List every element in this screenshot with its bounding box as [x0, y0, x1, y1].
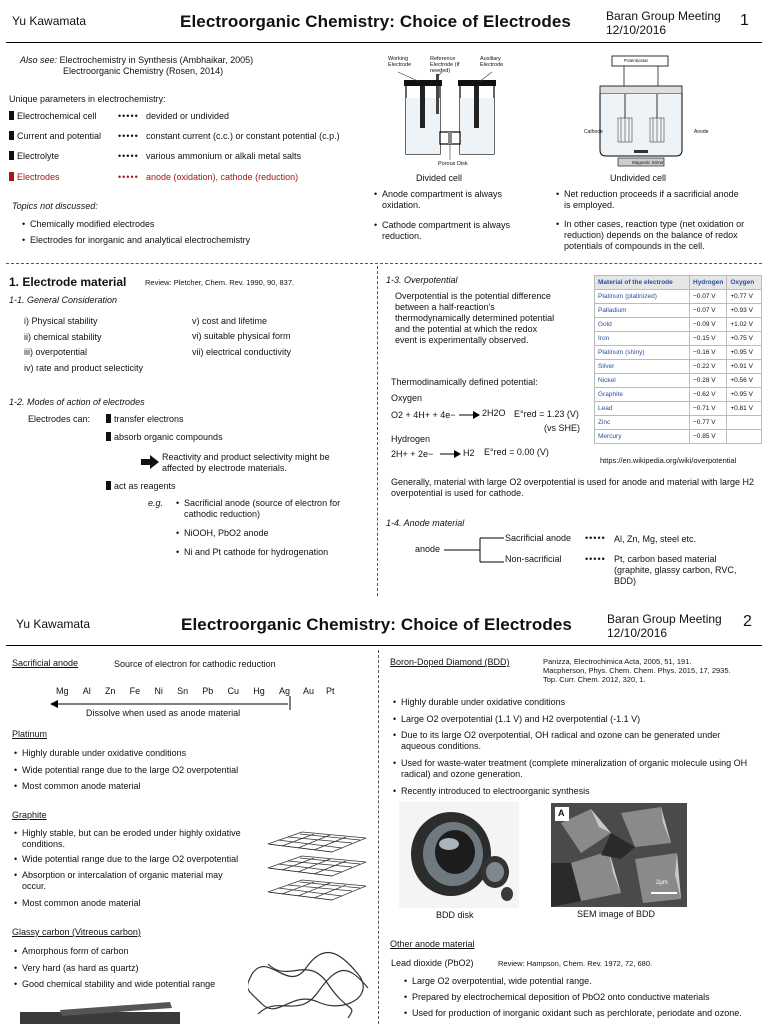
bdd-item: • Due to its large O2 overpotential, OH radical and ozone can be generated under aqueous conditions. [401, 730, 753, 752]
bdd-ref: Macpherson, Phys. Chem. Chem. Phys. 2015, 17, 2935. [543, 666, 731, 675]
undivided-note: • Net reduction proceeds if a sacrificial anode is employed. [564, 189, 744, 211]
dots: ••••• [585, 554, 606, 564]
page-number: 2 [743, 613, 752, 630]
right-arrow-icon [459, 410, 481, 420]
auxiliary-electrode-label: Auxiliary Electrode [480, 56, 504, 68]
magnetic-stirrer-label: Magnetic Stirrer [632, 160, 664, 165]
graphite-item: • Highly stable, but can be eroded under highly oxidative conditions. [22, 828, 242, 850]
table-row: Silver −0.22 V +0.91 V [595, 360, 762, 374]
dots: ••••• [118, 111, 139, 121]
param-row [9, 172, 60, 183]
non-sacrificial-desc: Pt, carbon based material (graphite, glassy carbon, RVC, BDD) [614, 554, 737, 586]
topic-item: • Electrodes for inorganic and analytical electrochemistry [30, 235, 250, 246]
param-name: Current and potential [17, 131, 102, 141]
subsection-1-2: 1-2. Modes of action of electrodes [9, 397, 145, 407]
metal: Ag [278, 686, 290, 696]
undivided-note: • In other cases, reaction type (net oxidation or reduction) depends on the balance of redox potentials of compounds in the cell. [564, 219, 760, 252]
also-see-ref-2: Electroorganic Chemistry (Rosen, 2014) [63, 66, 224, 76]
bdd-item: • Large O2 overpotential (1.1 V) and H2 overpotential (-1.1 V) [401, 714, 640, 725]
page-title: Electroorganic Chemistry: Choice of Electrodes [181, 615, 572, 634]
column-divider [378, 650, 379, 1024]
sacrificial-title: Sacrificial anode [12, 658, 79, 668]
column-divider [377, 266, 378, 596]
general-statement: Generally, material with large O2 overpotential is used for anode and material with large H2 overpotential is used for cathode. [391, 477, 755, 498]
meeting-name: Baran Group Meeting [606, 9, 721, 23]
page-title: Electroorganic Chemistry: Choice of Electrodes [180, 12, 571, 31]
dots: ••••• [118, 151, 139, 161]
consideration-item: vii) electrical conductivity [192, 347, 292, 357]
table-header-row [595, 276, 762, 290]
table-header-cell: Material of the electrode [595, 276, 690, 290]
consideration-item: vi) suitable physical form [192, 331, 291, 341]
anode-tree-lines [444, 533, 506, 567]
param-row [9, 111, 97, 122]
hydrogen-label: Hydrogen [391, 434, 431, 444]
also-see-label: Also see: [20, 55, 58, 65]
lead-dioxide-review: Review: Hampson, Chem. Rev. 1972, 72, 680. [498, 959, 653, 968]
metal: Fe [129, 686, 141, 696]
consideration-item: v) cost and lifetime [192, 316, 268, 326]
table-row: Zinc −0.77 V [595, 416, 762, 430]
lead-dioxide-label: Lead dioxide (PbO2) [391, 958, 474, 968]
table-header-cell: Hydrogen [690, 276, 727, 290]
sacrificial-source: Source of electron for cathodic reduction [114, 659, 276, 669]
bdd-ref: Panizza, Electrochimica Acta, 2005, 51, 191. [543, 657, 692, 666]
vs-she: (vs SHE) [544, 423, 580, 433]
also-see-ref-1: Electrochemistry in Synthesis (Ambhaikar, 2005) [59, 55, 254, 65]
metal: Au [303, 686, 315, 696]
reactivity-note: Reactivity and product selectivity might be affected by electrode materials. [162, 452, 330, 473]
dots: ••••• [118, 172, 139, 182]
param-name: Electrolyte [17, 151, 60, 161]
mode-item: absorb organic compounds [106, 432, 223, 443]
sacrificial-anode-desc: Al, Zn, Mg, steel etc. [614, 534, 697, 544]
oxygen-rhs: 2H2O [482, 408, 506, 418]
bdd-sem-image [551, 803, 687, 907]
page-number: 1 [740, 12, 749, 29]
header-rule [6, 645, 762, 646]
dots: ••••• [118, 131, 139, 141]
bdd-item: • Highly durable under oxidative conditions [401, 697, 565, 708]
consideration-item: iv) rate and product selecticity [24, 363, 144, 373]
glassy-item: • Amorphous form of carbon [22, 946, 129, 957]
platinum-item: • Wide potential range due to the large O2 overpotential [22, 765, 238, 776]
table-row: Platinum (shiny) −0.16 V +0.95 V [595, 346, 762, 360]
consideration-item: iii) overpotential [24, 347, 88, 357]
divided-note: • Anode compartment is always oxidation. [382, 189, 532, 211]
overpotential-definition: Overpotential is the potential difference between a half-reaction's thermodynamically determined potential and the potential at which the redox event is experimentally observed. [395, 291, 555, 345]
unique-params-title: Unique parameters in electrochemistry: [9, 94, 166, 104]
example-item: • Sacrificial anode (source of electron for cathodic reduction) [184, 498, 370, 520]
metal: Mg [56, 686, 69, 696]
consideration-item: i) Physical stability [24, 316, 98, 326]
mode-item: act as reagents [106, 481, 176, 492]
param-desc: constant current (c.c.) or constant potential (c.p.) [146, 131, 340, 141]
metal: Pt [326, 686, 335, 696]
anode-root: anode [415, 544, 441, 554]
sem-scale-bar: 2μm [656, 880, 668, 886]
platinum-title: Platinum [12, 729, 48, 739]
overpotential-table [594, 275, 762, 444]
oxygen-lhs: O2 + 4H+ + 4e− [391, 410, 456, 420]
dots: ••••• [585, 533, 606, 543]
metal: Pb [202, 686, 214, 696]
graphite-item: • Wide potential range due to the large O2 overpotential [22, 854, 238, 865]
bdd-disk-caption: BDD disk [436, 910, 474, 920]
oxygen-potential: E°red = 1.23 (V) [514, 409, 579, 419]
mode-item: transfer electrons [106, 414, 184, 425]
table-row: Palladium −0.07 V +0.93 V [595, 304, 762, 318]
bdd-sem-caption: SEM image of BDD [577, 909, 656, 919]
graphite-title: Graphite [12, 810, 47, 820]
anode-label: Anode [694, 129, 709, 135]
table-row: Mercury −0.85 V [595, 430, 762, 444]
author: Yu Kawamata [16, 617, 91, 631]
header-rule [6, 42, 762, 43]
other-anode-title: Other anode material [390, 939, 475, 949]
topics-title: Topics not discussed: [12, 201, 98, 211]
consideration-item: ii) chemical stability [24, 332, 102, 342]
metal: Zn [104, 686, 116, 696]
example-item: • Ni and Pt cathode for hydrogenation [184, 547, 328, 558]
hydrogen-lhs: 2H+ + 2e− [391, 449, 434, 459]
graphite-layers-illustration [262, 828, 372, 912]
meeting-name: Baran Group Meeting [607, 612, 722, 626]
platinum-item: • Most common anode material [22, 781, 141, 792]
reference-electrode-label: Reference Electrode (if needed) [430, 56, 460, 74]
source-link[interactable]: https://en.wikipedia.org/wiki/overpotential [600, 456, 737, 465]
bdd-title: Boron-Doped Diamond (BDD) [390, 657, 510, 667]
graphite-item: • Most common anode material [22, 898, 141, 909]
param-name: Electrochemical cell [17, 111, 97, 121]
undivided-cell-diagram [578, 52, 708, 170]
subsection-1-1: 1-1. General Consideration [9, 295, 118, 305]
section-divider [6, 263, 762, 264]
lead-item: • Used for production of inorganic oxidant such as perchlorate, periodate and ozone. [412, 1008, 758, 1019]
table-row: Nickel −0.28 V +0.56 V [595, 374, 762, 388]
working-electrode-label: Working Electrode [388, 56, 412, 68]
undivided-cell-caption: Undivided cell [610, 173, 667, 183]
metal: Cu [227, 686, 240, 696]
glassy-item: • Good chemical stability and wide potential range [22, 979, 215, 990]
sem-panel-letter: A [558, 808, 565, 818]
divided-cell-caption: Divided cell [416, 173, 463, 183]
thermo-label: Thermodinamically defined potential: [391, 377, 538, 387]
lead-item: • Prepared by electrochemical deposition of PbO2 onto conductive materials [412, 992, 710, 1003]
cathode-label: Cathode [584, 129, 603, 135]
lead-item: • Large O2 overpotential, wide potential range. [412, 976, 592, 987]
metal: Ni [154, 686, 163, 696]
glassy-item: • Very hard (as hard as quartz) [22, 963, 139, 974]
table-row: Graphite −0.62 V +0.95 V [595, 388, 762, 402]
param-desc: various ammonium or alkali metal salts [146, 151, 302, 161]
dissolve-label: Dissolve when used as anode material [86, 708, 241, 718]
glassy-title: Glassy carbon (Vitreous carbon) [12, 927, 141, 937]
section-1-review: Review: Pletcher, Chem. Rev. 1990, 90, 837. [145, 278, 295, 287]
meeting-date: 12/10/2016 [606, 23, 667, 37]
param-desc: anode (oxidation), cathode (reduction) [146, 172, 299, 182]
param-name: Electrodes [17, 172, 60, 182]
table-row: Platinum (platinized) −0.07 V +0.77 V [595, 290, 762, 304]
bdd-item: • Recently introduced to electroorganic synthesis [401, 786, 590, 797]
eg-label: e.g. [148, 498, 164, 508]
oxygen-label: Oxygen [391, 393, 423, 403]
right-arrow-icon [140, 455, 160, 469]
sacrificial-anode-label: Sacrificial anode [505, 533, 572, 543]
section-1-title: 1. Electrode material [9, 275, 127, 289]
table-header-cell: Oxygen [727, 276, 762, 290]
subsection-1-4: 1-4. Anode material [386, 518, 465, 528]
subsection-1-3: 1-3. Overpotential [386, 275, 458, 285]
bdd-disk-photo [399, 802, 519, 908]
also-see [20, 55, 253, 66]
param-desc: devided or undivided [146, 111, 230, 121]
table-row: Lead −0.71 V +0.81 V [595, 402, 762, 416]
table-row: Iron −0.15 V +0.75 V [595, 332, 762, 346]
meeting-date: 12/10/2016 [607, 626, 668, 640]
glassy-carbon-rods [20, 998, 180, 1024]
hydrogen-potential: E°red = 0.00 (V) [484, 447, 549, 457]
metal: Al [82, 686, 91, 696]
platinum-item: • Highly durable under oxidative conditions [22, 748, 186, 759]
graphite-item: • Absorption or intercalation of organic material may occur. [22, 870, 242, 892]
non-sacrificial-label: Non-sacrificial [505, 554, 562, 564]
metal: Sn [177, 686, 189, 696]
param-row [9, 151, 59, 162]
metal: Hg [253, 686, 265, 696]
hydrogen-rhs: H2 [463, 448, 475, 458]
bdd-item: • Used for waste-water treatment (complete mineralization of organic molecule using OH radical) and ozone generation. [401, 758, 753, 780]
electrodes-can-label: Electrodes can: [28, 414, 91, 424]
porous-disk-label: Porous Disk [438, 161, 468, 167]
potentiostat-label: Potentiostat [624, 58, 648, 63]
table-row: Gold −0.09 V +1.02 V [595, 318, 762, 332]
author: Yu Kawamata [12, 14, 87, 28]
glassy-carbon-illustration [248, 944, 372, 1024]
topic-item: • Chemically modified electrodes [30, 219, 155, 230]
param-row [9, 131, 101, 142]
example-item: • NiOOH, PbO2 anode [184, 528, 269, 539]
divided-note: • Cathode compartment is always reduction. [382, 220, 532, 242]
bdd-ref: Top. Curr. Chem. 2012, 320, 1. [543, 675, 646, 684]
right-arrow-icon [440, 449, 462, 459]
